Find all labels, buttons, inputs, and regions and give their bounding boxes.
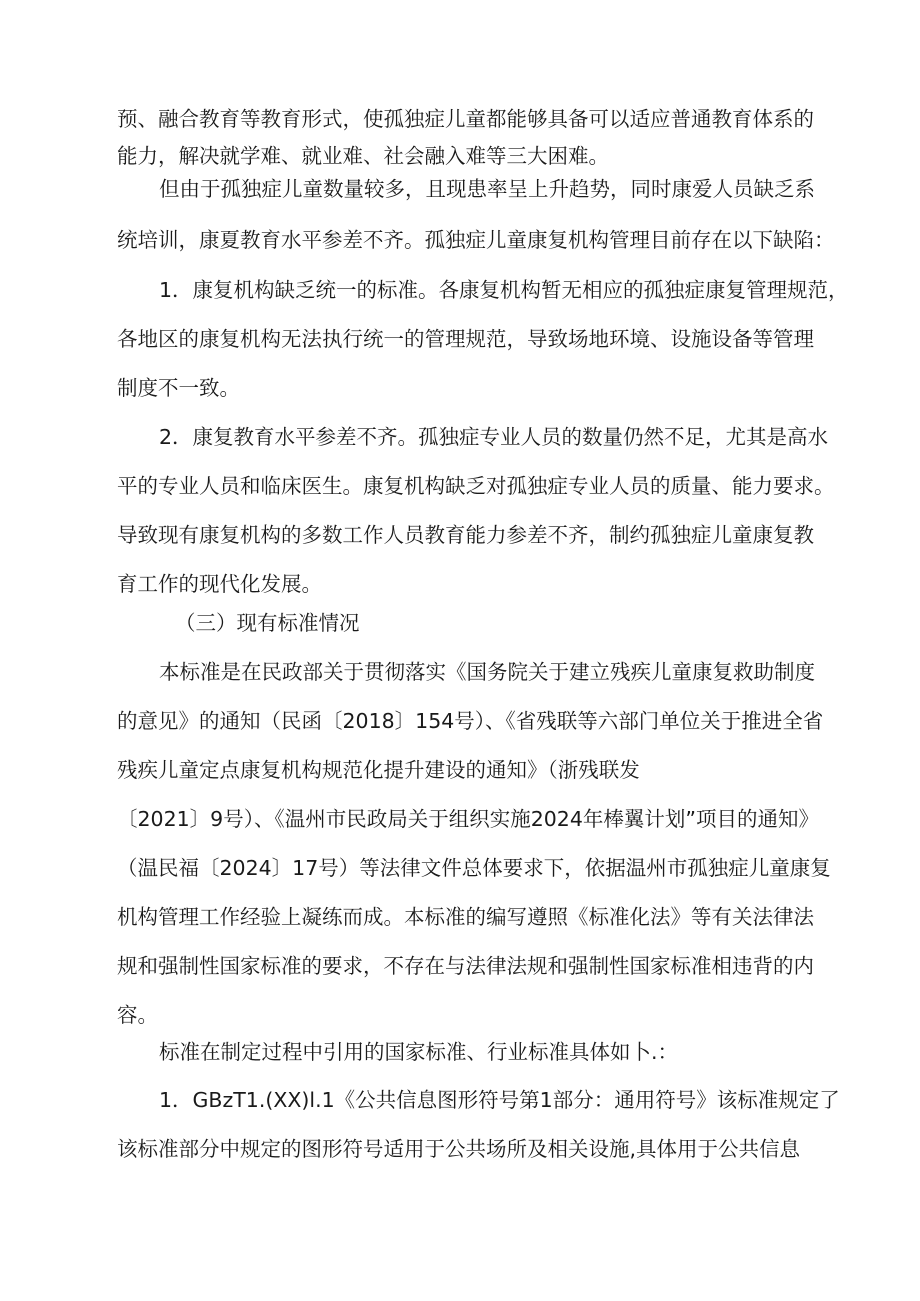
paragraph-deficiency-intro: [117, 172, 835, 274]
text-line: 残疾儿童定点康复机构规范化提升建设的通知》（浙残联发: [117, 758, 640, 782]
paragraph-referenced-standards: [117, 1035, 807, 1069]
text-line: 1．GBzT1.(XX)l.1《公共信息图形符号第1部分：通用符号》该标准规定了: [159, 1088, 840, 1112]
section-heading: [117, 606, 807, 640]
text-line: 2．康复教育水平参差不齐。孤独症专业人员的数量仍然不足，尤其是高水: [159, 425, 829, 449]
heading-line: （三）现有标准情况: [175, 611, 360, 635]
text-line: 统培训，康夏教育水平参差不齐。孤独症儿童康复机构管理目前存在以下缺陷：: [117, 228, 835, 252]
text-line: 制度不一致。: [117, 376, 240, 400]
text-line: 预、融合教育等教育形式，使孤独症儿童都能够具备可以适应普通教育体系的: [117, 107, 814, 131]
text-line: 但由于孤独症儿童数量较多，且现患率呈上升趋势，同时康爱人员缺乏系: [159, 177, 815, 201]
text-line: 规和强制性国家标准的要求，不存在与法律法规和强制性国家标准相违背的内: [117, 954, 814, 978]
paragraph-reference-1: [117, 1083, 840, 1181]
text-line: 机构管理工作经验上凝练而成。本标准的编写遵照《标准化法》等有关法律法: [117, 905, 814, 929]
text-line: 该标准部分中规定的图形符号适用于公共场所及相关设施,具体用于公共信息: [117, 1137, 801, 1161]
text-line: （温民福〔2024〕17号）等法律文件总体要求下，依据温州市孤独症儿童康复: [117, 856, 831, 880]
paragraph-intro-continuation: [117, 101, 814, 175]
paragraph-item-1: [117, 273, 849, 420]
text-line: 1．康复机构缺乏统一的标准。各康复机构暂无相应的孤独症康复管理规范，: [159, 278, 849, 302]
text-line: 育工作的现代化发展。: [117, 572, 322, 596]
text-line: 本标准是在民政部关于贯彻落实《国务院关于建立残疾儿童康复救助制度: [159, 660, 815, 684]
text-line: 能力，解决就学难、就业难、社会融入难等三大困难。: [117, 144, 609, 168]
text-line: 〔2021〕9号）、《温州市民政局关于组织实施2024年棒翼计划”项目的通知》: [117, 807, 820, 831]
text-line: 标准在制定过程中引用的国家标准、行业标准具体如卜.：: [159, 1040, 679, 1064]
text-line: 的意见》的通知（民函〔2018〕154号）、《省残联等六部门单位关于推进全省: [117, 709, 824, 733]
paragraph-item-2: [117, 420, 835, 616]
paragraph-standard-basis: [117, 655, 831, 1047]
text-line: 各地区的康复机构无法执行统一的管理规范，导致场地环境、设施设备等管理: [117, 327, 814, 351]
text-line: 导致现有康复机构的多数工作人员教育能力参差不齐，制约孤独症儿童康复教: [117, 523, 814, 547]
text-line: 平的专业人员和临床医生。康复机构缺乏对孤独症专业人员的质量、能力要求。: [117, 474, 835, 498]
text-line: 容。: [117, 1003, 158, 1027]
